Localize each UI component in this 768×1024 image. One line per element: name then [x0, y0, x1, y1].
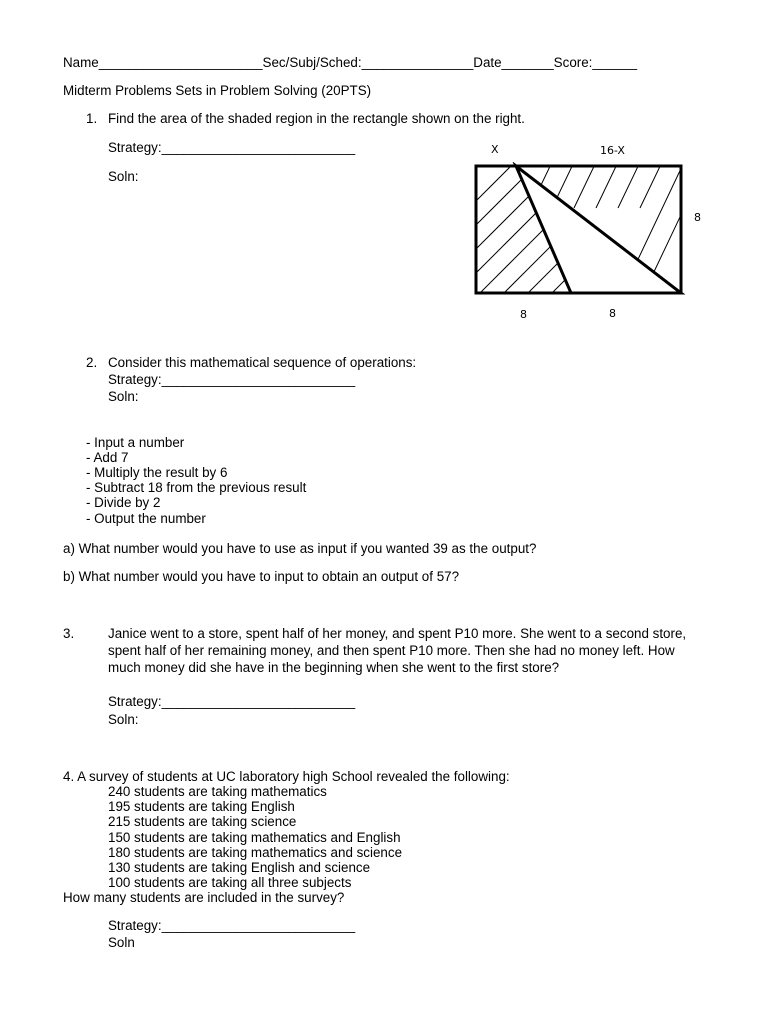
shaded-rectangle-figure: [472, 162, 686, 298]
q3-soln: Soln:: [108, 712, 139, 727]
q2-soln: Soln:: [108, 389, 139, 404]
q2-step: - Add 7: [86, 450, 129, 465]
figure-label-height: 8: [694, 211, 701, 224]
q3-text: Janice went to a store, spent half of her money, and spent P10 more. She went to a second store, spent half of her remaining money, and then spent P10 more. Then she had no money left. How much money did she have in the beginning when she went to the first store?: [108, 626, 687, 675]
q1-number: 1.: [86, 111, 98, 126]
q4-fact: 240 students are taking mathematics: [108, 784, 327, 799]
q2-number: 2.: [86, 355, 98, 370]
figure-label-base-right: 8: [609, 307, 616, 320]
q3-number: 3.: [63, 626, 75, 641]
q2-part-b: b) What number would you have to input to obtain an output of 57?: [63, 569, 460, 584]
figure-label-base-left: 8: [520, 308, 527, 321]
q2-step: - Multiply the result by 6: [86, 465, 228, 480]
q2-step: - Subtract 18 from the previous result: [86, 480, 307, 495]
q4-question: How many students are included in the survey?: [63, 890, 345, 905]
q4-strategy: Strategy:__________________________: [108, 918, 356, 933]
q4-intro: 4. A survey of students at UC laboratory high School revealed the following:: [63, 769, 510, 784]
figure-label-16-x: 16-X: [600, 144, 625, 157]
q4-soln: Soln: [108, 935, 135, 950]
q2-step: - Divide by 2: [86, 495, 161, 510]
q3-strategy: Strategy:__________________________: [108, 694, 356, 709]
q4-fact: 180 students are taking mathematics and science: [108, 845, 403, 860]
q1-strategy: Strategy:__________________________: [108, 140, 356, 155]
q1-soln: Soln:: [108, 169, 139, 184]
header-line: Name______________________Sec/Subj/Sched:_______________Date_______Score:______: [63, 55, 638, 70]
page-title: Midterm Problems Sets in Problem Solving (20PTS): [63, 83, 372, 98]
q2-step: - Input a number: [86, 435, 185, 450]
q2-part-a: a) What number would you have to use as input if you wanted 39 as the output?: [63, 541, 537, 556]
figure-label-x: X: [491, 143, 499, 156]
q4-fact: 100 students are taking all three subjects: [108, 875, 352, 890]
q2-strategy: Strategy:__________________________: [108, 372, 356, 387]
unshaded-triangle: [516, 166, 681, 293]
q1-text: Find the area of the shaded region in the rectangle shown on the right.: [108, 111, 525, 126]
q4-fact: 150 students are taking mathematics and English: [108, 830, 401, 845]
q4-fact: 215 students are taking science: [108, 814, 297, 829]
q4-fact: 195 students are taking English: [108, 799, 295, 814]
q4-fact: 130 students are taking English and science: [108, 860, 371, 875]
q2-text: Consider this mathematical sequence of operations:: [108, 355, 417, 370]
q2-step: - Output the number: [86, 511, 206, 526]
